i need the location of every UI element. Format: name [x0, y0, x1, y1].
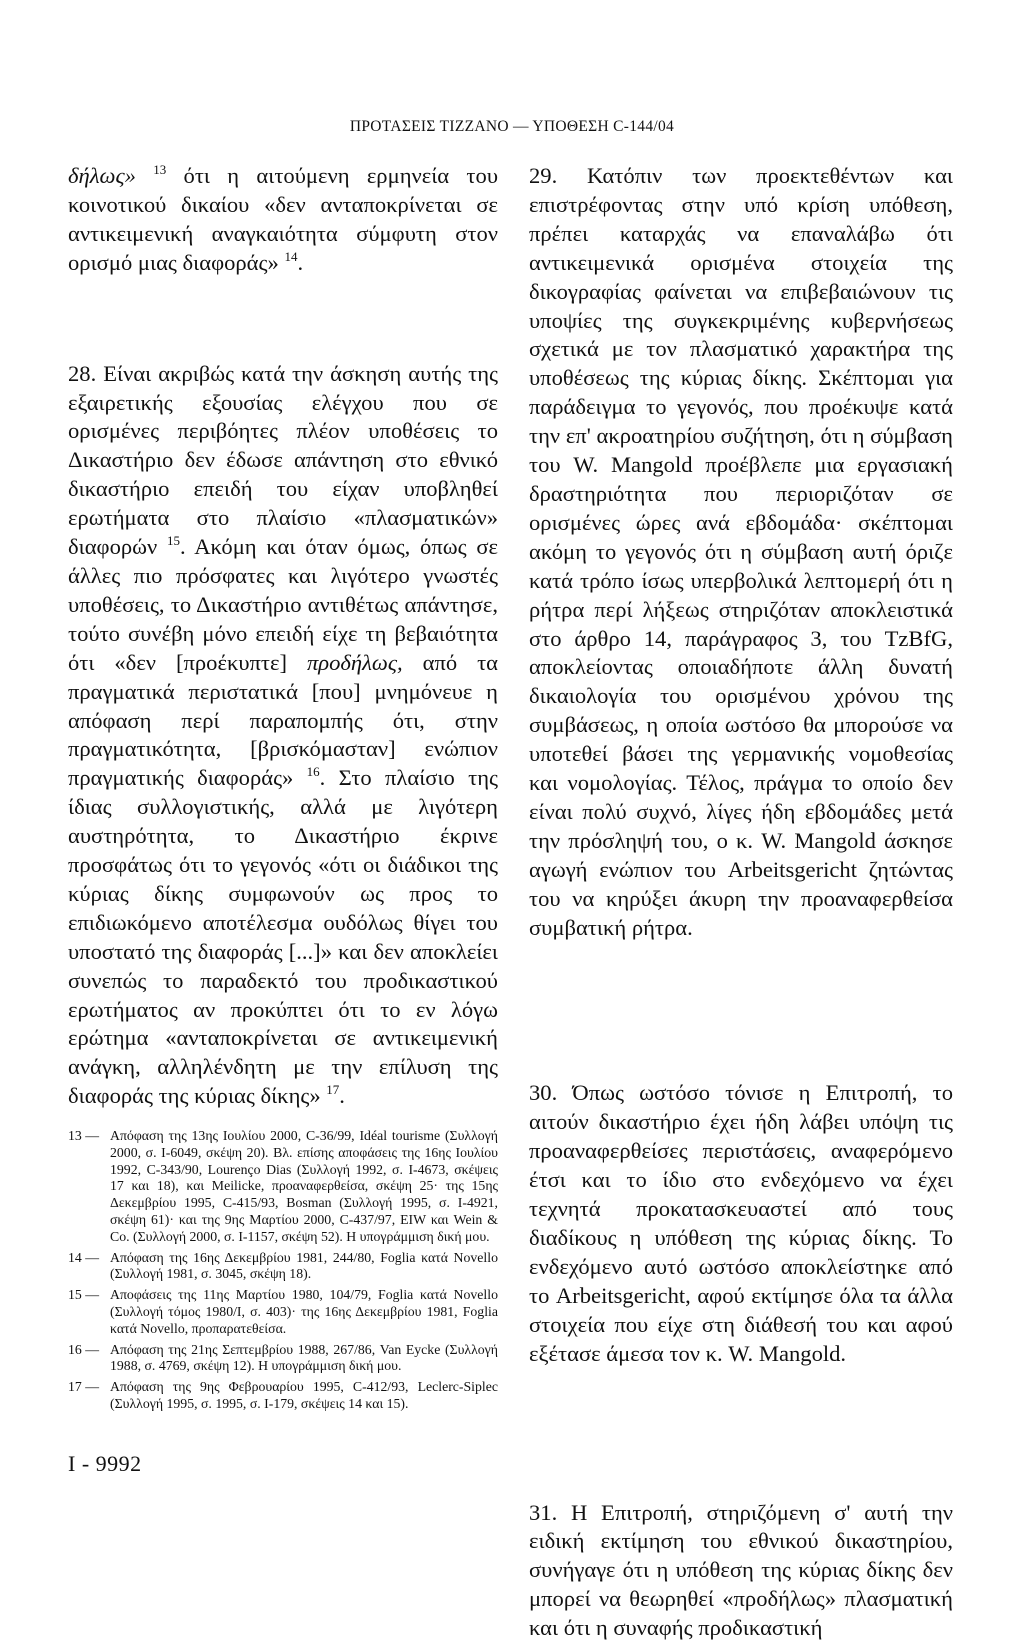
paragraph-28: [68, 360, 498, 1112]
footnote-number: 14 —: [68, 1249, 100, 1265]
paragraph-text: Είναι ακριβώς κατά την άσκηση αυτής της εξαιρετικής εξουσίας ελέγχου που σε ορισμένες περιβόητες πλέον υποθέσεις το Δικαστήριο δεν έδωσε απάντηση στο εθνικό δικαστήριο επειδή του είχαν υποβληθεί ερωτήματα στο πλαίσιο «πλασματικών» διαφορών: [68, 360, 498, 560]
footnote-15: [68, 1287, 498, 1337]
footnote-ref-16[interactable]: 16: [306, 764, 320, 780]
paragraph-text: Η Επιτροπή, στηριζόμενη σ' αυτή την ειδική εκτίμηση του εθνικού δικαστηρίου, συνήγαγε ότι η υπόθεση της κύριας δίκης δεν μπορεί να θεωρηθεί «προδήλως» πλασματική και ότι η συναφής προδικαστική: [529, 1499, 953, 1641]
footnote-number: 16 —: [68, 1341, 100, 1357]
footnote-text: Απόφαση της 16ης Δεκεμβρίου 1981, 244/80, Foglia κατά Novello (Συλλογή 1981, σ. 3045, σκέψη 18).: [110, 1249, 498, 1282]
right-column: [529, 162, 953, 1643]
paragraph-text: από τα πραγματικά περιστατικά [που] μνημόνευε η απόφαση περί παραπομπής ότι, στην πραγματικότητα, [βρισκόμασταν] ενώπιον πραγματικής διαφοράς»: [68, 649, 498, 791]
left-column: [68, 162, 498, 1111]
paragraph-text: Κατόπιν των προεκτεθέντων και επιστρέφοντας στην υπό κρίση υπόθεση, πρέπει καταρχάς να επαναλάβω ότι αντικειμενικά ορισμένα στοιχεία της δικογραφίας φαίνεται να επιβεβαιώνουν τις υποψίες της συγκεκριμένης κυβερνήσεως σχετικά με τον πλασματικό χαρακτήρα της υποθέσεως της κύριας δίκης. Σκέπτομαι για παράδειγμα το γεγονός, που προέκυψε κατά την επ' ακροατηρίου συζήτηση, ότι η σύμβαση του W. Mangold προέβλεπε μια εργασιακή δραστηριότητα που περιοριζόταν σε ορισμένες ώρες ανά εβδομάδα· σκέπτομαι ακόμη το γεγονός ότι η σύμβαση αυτή όριζε κατά τρόπο ίσως υπερβολικά λεπτομερή ότι η ρήτρα περί λήξεως στηριζόταν αποκλειστικά στο άρθρο 14, παράγραφος 3, του TzBfG, αποκλείοντας οποιαδήποτε άλλη δυνατή δικαιολογία του ορισμένου χρόνου της συμβάσεως, η οποία ωστόσο θα μπορούσε να υποτεθεί βάσει της γερμανικής νομοθεσίας και νομολογίας. Τέλος, πράγμα το οποίο δεν είναι πολύ συχνό, λίγες ήδη εβδομάδες μετά την πρόσληψή του, ο κ. W. Mangold άσκησε αγωγή ενώπιον του Arbeitsgericht ζητώντας του να κηρύξει άκυρη την προαναφερθείσα συμβατική ρήτρα.: [529, 163, 953, 940]
paragraph-text: . Στο πλαίσιο της ίδιας συλλογιστικής, αλλά με λιγότερη αυστηρότητα, το Δικαστήριο έκρινε προσφάτως ότι το γεγονός «ότι οι διάδικοι της κύριας δίκης συμφωνούν ως προς το επιδιωκόμενο αποτέλεσμα ουδόλως θίγει του υποστατό της διαφοράς [...]» και δεν αποκλείει συνεπώς το παραδεκτό του προδικαστικού ερωτήματος αν προκύπτει ότι το εν λόγω ερώτημα «ανταποκρίνεται σε αντικειμενική ανάγκη, αλληλένδητη με την επίλυση της διαφοράς της κύριας δίκης»: [68, 765, 498, 1109]
paragraph-number: 28.: [68, 360, 97, 386]
footnote-text: Απόφαση της 13ης Ιουλίου 2000, C-36/99, Idéal tourisme (Συλλογή 2000, σ. I-6049, σκέψη 20). Βλ. επίσης αποφάσεις της 16ης Ιουλίου 1992, C-343/90, Lourenço Dias (Συλλογή 1992, σ. I-4673, σκέψεις 17 και 18), και Meilicke, προαναφερθείσα, σκέψη 25· της 15ης Δεκεμβρίου 1995, C-415/93, Bosman (Συλλογή 1995, σ. I-4921, σκέψη 61)· και της 9ης Μαρτίου 2000, C-437/97, EIW και Wein & Co. (Συλλογή 2000, σ. I-1157, σκέψη 52). Η υπογράμμιση δική μου.: [110, 1128, 498, 1244]
paragraph-27-end: [68, 162, 498, 278]
footnote-ref-14[interactable]: 14: [284, 248, 298, 264]
footnote-ref-13[interactable]: 13: [153, 162, 167, 177]
footnote-16: [68, 1342, 498, 1376]
footnotes: [68, 1128, 498, 1417]
footnote-text: Αποφάσεις της 11ης Μαρτίου 1980, 104/79, Foglia κατά Novello (Συλλογή τόμος 1980/I, σ. 403)· της 16ης Δεκεμβρίου 1981, Foglia κατά Novello, προπαρατεθείσα.: [110, 1287, 498, 1336]
paragraph-number: 31.: [529, 1499, 558, 1525]
footnote-14: [68, 1250, 498, 1284]
footnote-ref-15[interactable]: 15: [167, 533, 181, 549]
paragraph-number: 29.: [529, 163, 558, 188]
paragraph-30: [529, 1079, 953, 1368]
paragraph-text: .: [297, 249, 304, 275]
footnote-text: Απόφαση της 9ης Φεβρουαρίου 1995, C-412/93, Leclerc-Siplec (Συλλογή 1995, σ. 1995, σ. I-179, σκέψεις 14 και 15).: [110, 1379, 498, 1411]
footnote-text: Απόφαση της 21ης Σεπτεμβρίου 1988, 267/86, Van Eycke (Συλλογή 1988, σ. 4769, σκέψη 12). Η υπογράμμιση δική μου.: [110, 1341, 498, 1374]
paragraph-text: .: [339, 1083, 345, 1109]
paragraph-31: [529, 1499, 953, 1643]
footnote-ref-17[interactable]: 17: [326, 1082, 340, 1098]
paragraph-text: ότι η αιτούμενη ερμηνεία του κοινοτικού δικαίου «δεν ανταποκρίνεται σε αντικειμενική αναγκαιότητα σύμφυτη στον ορισμό μιας διαφοράς»: [68, 163, 498, 275]
footnote-number: 13 —: [68, 1128, 100, 1143]
paragraph-number: 30.: [529, 1080, 558, 1106]
footnote-number: 17 —: [68, 1379, 100, 1395]
page-number: I - 9992: [68, 1451, 142, 1476]
paragraph-text: Όπως ωστόσο τόνισε η Επιτροπή, το αιτούν δικαστήριο έχει ήδη λάβει υπόψη τις προαναφερθείσες περιστάσεις, αναφερόμενο έτσι και το ίδιο στο ενδεχόμενο να έχει τεχνητά προκατασκευαστεί από τους διαδίκους η υπόθεση της κύριας δίκης. Το ενδεχόμενο αυτό ωστόσο αποκλείστηκε από το Arbeitsgericht, αφού εκτίμησε όλα τα άλλα στοιχεία που είχε στη διάθεσή του και αφού εξέτασε άμεσα τον κ. W. Mangold.: [529, 1080, 953, 1366]
paragraph-29: [529, 162, 953, 942]
paragraph-text: . Ακόμη και όταν όμως, όπως σε άλλες πιο πρόσφατες και λιγότερο γνωστές υποθέσεις, το Δικαστήριο αντιθέτως απάντησε, τούτο συνέβη μόνο επειδή είχε τη βεβαιότητα ότι «δεν [προέκυπτε]: [68, 534, 498, 675]
footnote-17: [68, 1379, 498, 1413]
footnote-number: 15 —: [68, 1287, 100, 1303]
footnote-13: [68, 1128, 498, 1246]
running-header: ΠΡΟΤΑΣΕΙΣ ΤΙΖΖΑΝΟ — ΥΠΟΘΕΣΗ C-144/04: [349, 118, 675, 135]
italic-text: προδήλως,: [306, 649, 403, 675]
lead-italic: δήλως»: [68, 163, 136, 188]
